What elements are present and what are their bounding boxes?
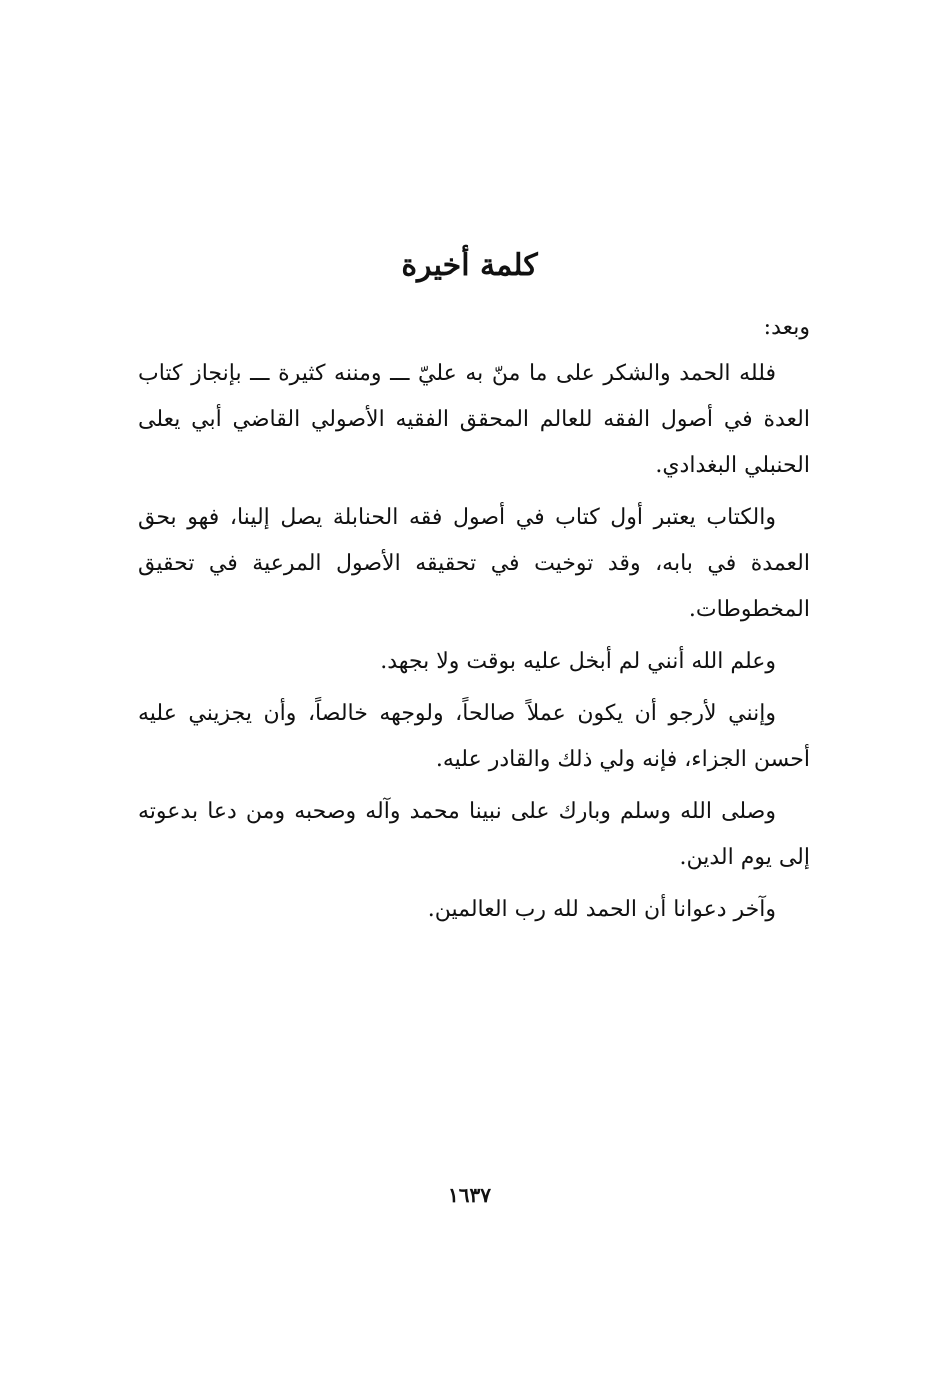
page-number: ١٦٣٧	[448, 1183, 491, 1207]
paragraph-1: فلله الحمد والشكر على ما منّ به عليّ ـــ ومننه كثيرة ـــ بإنجاز كتاب العدة في أصول الفقه للعالم المحقق الفقيه الأصولي القاضي أبي يعلى الحنبلي البغدادي.	[138, 361, 810, 478]
page-title: كلمة أخيرة	[401, 248, 538, 283]
paragraph-2: والكتاب يعتبر أول كتاب في أصول فقه الحنابلة يصل إلينا، فهو بحق العمدة في بابه، وقد توخيت في تحقيقه الأصول المرعية في تحقيق المخطوطات.	[138, 505, 810, 622]
paragraph-3: وعلم الله أنني لم أبخل عليه بوقت ولا بجهد.	[380, 649, 776, 674]
paragraph-5: وصلى الله وسلم وبارك على نبينا محمد وآله وصحبه ومن دعا بدعوته إلى يوم الدين.	[138, 799, 810, 870]
paragraph-4: وإنني لأرجو أن يكون عملاً صالحاً، ولوجهه خالصاً، وأن يجزيني عليه أحسن الجزاء، فإنه ولي ذلك والقادر عليه.	[138, 701, 810, 772]
paragraph-6: وآخر دعوانا أن الحمد لله رب العالمين.	[427, 897, 776, 922]
opening-phrase: وبعد:	[763, 315, 810, 340]
body-text	[138, 305, 810, 939]
